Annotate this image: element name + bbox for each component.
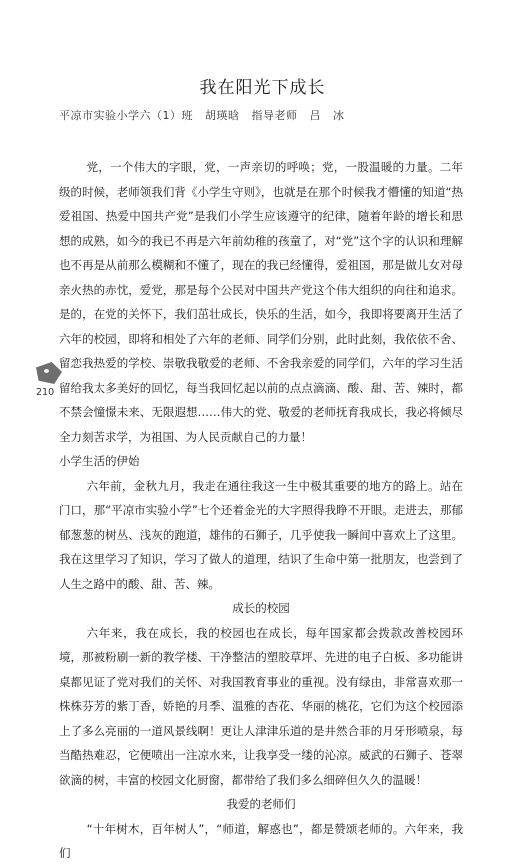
- essay-body: [59, 155, 463, 866]
- essay-title: 我在阳光下成长: [199, 78, 326, 98]
- section-paragraph: “十年树木，百年树人”，“师道，解惑也”，都是赞颂老师的。六年来，我们: [59, 821, 463, 860]
- author-byline: 平凉市实验小学六（1）班 胡瑛晗 指导老师 吕 冰: [59, 109, 345, 122]
- section-paragraph: 六年来，我在成长，我的校园也在成长，每年国家都会拨款改善校园环境，那被粉刷一新的教学楼、干净整洁的塑胶草坪、先进的电子白板、多功能讲桌都见证了党对我们的关怀、对我国教育事业的重视。没有绿由，非常喜欢那一株株芬芳的紫丁香，娇艳的月季、温雅的杏花、华丽的桃花，它们为这个校园添上了多么亮丽的一道风景线啊！更让人津津乐道的是井然合菲的月牙形喷泉，每当酷热难忍，它便喷出一注凉水来，让我享受一缕的沁凉。威武的石狮子、苍翠欲滴的树，丰富的校园文化厨窗，都带给了我们多么细碎但久久的温暖！: [59, 625, 463, 787]
- page-number: 210: [36, 387, 55, 398]
- section-paragraph: 六年前，金秋九月，我走在通往我这一生中极其重要的地方的路上。站在门口，那“平凉市实验小学”七个还着金光的大字照得我睁不开眼。走进去，那郁郁葱葱的树丛、浅灰的跑道，雄伟的石狮子，几乎使我一瞬间中喜欢上了这里。我在这里学习了知识，学习了做人的道理，结识了生命中第一批朋友，也尝到了人生之路中的酸、甜、苦、辣。: [59, 478, 463, 591]
- section-teachers: [59, 792, 463, 866]
- section-heading: 我爱的老师们: [226, 797, 296, 811]
- section-heading: 小学生活的伊始: [59, 454, 140, 468]
- section-school-life-start: [59, 449, 463, 596]
- intro-paragraph: 党，一个伟大的字眼，党，一声亲切的呼唤；党，一股温暖的力量。二年级的时候，老师领我们背《小学生守则》，也就是在那个时候我才懵懂的知道“热爱祖国、热爱中国共产党”是我们小学生应该遵守的纪律，随着年龄的增长和思想的成熟，如今的我已不再是六年前幼稚的孩童了，对“党”这个字的认识和理解也不再是从前那么模糊和不懂了，现在的我已经懂得，爱祖国，那是做儿女对母亲火热的赤忱，爱党，那是每个公民对中国共产党这个伟大组织的向往和追求。是的，在党的关怀下，我们茁壮成长，快乐的生活，如今，我即将要离开生活了六年的校园，即将和相处了六年的老师、同学们分别，此时此刻，我依依不舍、留恋我热爱的学校、崇敬我敬爱的老师、不舍我亲爱的同学们，六年的学习生活留给我太多美好的回忆，每当我回忆起以前的点点滴滴、酸、甜、苦、辣时，都不禁会憧憬未来、无限遐想……伟大的党、敬爱的老师抚育我成长，我必将倾尽全力刻苦求学，为祖国、为人民贡献自己的力量！: [59, 160, 463, 444]
- intro-section: [59, 155, 463, 449]
- section-heading: 成长的校园: [232, 601, 290, 615]
- page-marker-dot: [44, 369, 49, 373]
- section-growing-campus: [59, 596, 463, 792]
